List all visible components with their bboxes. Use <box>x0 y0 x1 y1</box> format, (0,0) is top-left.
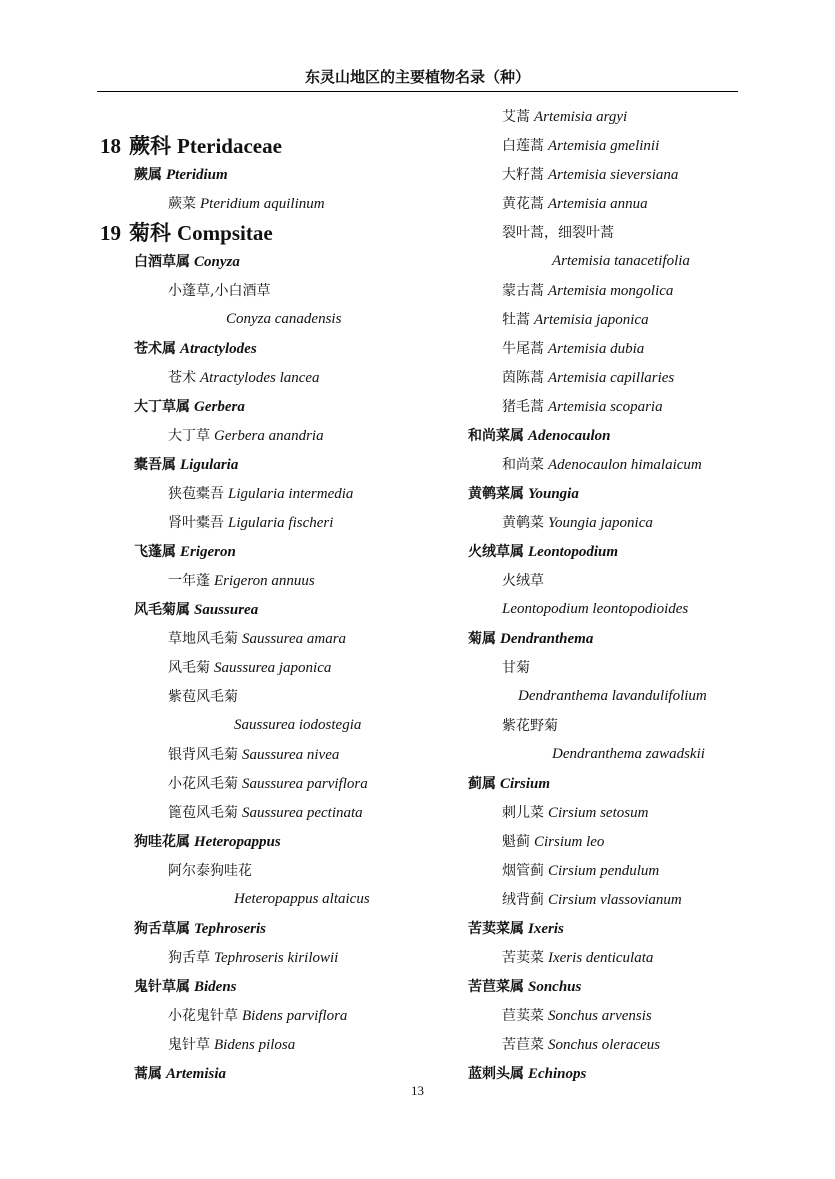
species-chinese-name: 苦苣菜 <box>502 1037 544 1053</box>
species-entry <box>468 1030 748 1059</box>
species-chinese-name: 小花鬼针草 <box>168 1008 238 1024</box>
genus-heading <box>100 537 470 566</box>
species-latin-name: Bidens parviflora <box>242 1008 348 1024</box>
species-latin-name: Artemisia dubia <box>548 341 645 357</box>
genus-heading <box>100 392 470 421</box>
species-chinese-name: 火绒草 <box>502 573 544 589</box>
species-latin-name: Cirsium vlassovianum <box>548 892 682 908</box>
species-latin-continuation <box>100 885 470 914</box>
species-entry <box>468 102 748 131</box>
species-latin-name: Artemisia scoparia <box>548 399 663 415</box>
species-latin-name: Bidens pilosa <box>214 1037 296 1053</box>
genus-chinese-name: 白酒草属 <box>134 254 190 270</box>
genus-chinese-name: 鬼针草属 <box>134 979 190 995</box>
species-chinese-name: 一年蓬 <box>168 573 210 589</box>
species-entry <box>100 508 470 537</box>
species-entry <box>100 740 470 769</box>
species-latin-name: Cirsium pendulum <box>548 863 660 879</box>
species-entry <box>468 189 748 218</box>
species-latin-continuation <box>468 682 748 711</box>
species-latin-name: Conyza canadensis <box>226 311 342 327</box>
species-chinese-name: 狗舌草 <box>168 950 210 966</box>
species-latin-continuation <box>468 740 748 769</box>
right-column <box>468 102 748 1088</box>
species-entry <box>100 189 470 218</box>
genus-chinese-name: 和尚菜属 <box>468 428 524 444</box>
species-chinese-name: 茵陈蒿 <box>502 370 544 386</box>
species-entry <box>468 131 748 160</box>
species-latin-continuation <box>100 711 470 740</box>
genus-heading <box>100 972 470 1001</box>
species-latin-name: Artemisia argyi <box>534 109 628 125</box>
species-latin-name: Heteropappus altaicus <box>234 891 370 907</box>
species-entry <box>100 1001 470 1030</box>
species-latin-name: Artemisia annua <box>548 196 648 212</box>
genus-chinese-name: 菊属 <box>468 631 496 647</box>
species-chinese-name: 大籽蒿 <box>502 167 544 183</box>
species-entry <box>468 1001 748 1030</box>
family-latin-name: Compsitae <box>177 221 273 245</box>
page-number: 13 <box>411 1083 424 1098</box>
family-latin-name: Pteridaceae <box>177 134 282 158</box>
genus-chinese-name: 大丁草属 <box>134 399 190 415</box>
species-entry <box>468 218 748 247</box>
species-latin-name: Dendranthema lavandulifolium <box>518 688 707 704</box>
genus-heading <box>468 624 748 653</box>
genus-chinese-name: 风毛菊属 <box>134 602 190 618</box>
genus-chinese-name: 蓟属 <box>468 776 496 792</box>
species-chinese-name: 烟管蓟 <box>502 863 544 879</box>
genus-latin-name: Bidens <box>194 979 237 995</box>
family-number: 18 <box>100 134 121 158</box>
species-entry <box>100 624 470 653</box>
species-latin-name: Ligularia intermedia <box>228 486 354 502</box>
species-entry <box>100 856 470 885</box>
species-latin-name: Artemisia japonica <box>534 312 649 328</box>
genus-latin-name: Artemisia <box>166 1066 227 1082</box>
genus-chinese-name: 蒿属 <box>134 1066 162 1082</box>
genus-chinese-name: 狗哇花属 <box>134 834 190 850</box>
genus-latin-name: Dendranthema <box>500 631 594 647</box>
genus-chinese-name: 狗舌草属 <box>134 921 190 937</box>
genus-latin-name: Erigeron <box>180 544 236 560</box>
species-latin-name: Ligularia fischeri <box>228 515 334 531</box>
species-chinese-name: 紫花野菊 <box>502 718 558 734</box>
species-latin-name: Artemisia sieversiana <box>548 167 679 183</box>
genus-chinese-name: 苦荬菜属 <box>468 921 524 937</box>
genus-heading <box>468 479 748 508</box>
species-chinese-name: 蕨菜 <box>168 196 196 212</box>
species-latin-name: Youngia japonica <box>548 515 653 531</box>
species-entry <box>468 885 748 914</box>
genus-latin-name: Youngia <box>528 486 579 502</box>
page-header-title: 东灵山地区的主要植物名录（种） <box>304 68 530 86</box>
left-column <box>100 102 470 1088</box>
species-latin-continuation <box>468 595 748 624</box>
species-latin-name: Dendranthema zawadskii <box>552 746 705 762</box>
species-chinese-name: 白莲蒿 <box>502 138 544 154</box>
species-chinese-name: 魁蓟 <box>502 834 530 850</box>
species-latin-name: Saussurea iodostegia <box>234 717 362 733</box>
species-chinese-name: 鬼针草 <box>168 1037 210 1053</box>
genus-heading <box>100 334 470 363</box>
genus-latin-name: Gerbera <box>194 399 245 415</box>
species-chinese-name: 黄鹌菜 <box>502 515 544 531</box>
species-entry <box>468 392 748 421</box>
species-chinese-name: 猪毛蒿 <box>502 399 544 415</box>
family-chinese-name: 菊科 <box>129 220 171 245</box>
species-chinese-name: 小蓬草,小白酒草 <box>168 283 271 299</box>
species-chinese-name: 小花风毛菊 <box>168 776 238 792</box>
family-chinese-name: 蕨科 <box>129 133 171 158</box>
species-latin-name: Gerbera anandria <box>214 428 324 444</box>
species-latin-continuation <box>100 305 470 334</box>
species-entry <box>468 508 748 537</box>
species-chinese-name: 牡蒿 <box>502 312 530 328</box>
genus-heading <box>100 450 470 479</box>
species-latin-name: Cirsium leo <box>534 834 605 850</box>
species-latin-name: Artemisia tanacetifolia <box>552 253 690 269</box>
genus-latin-name: Ligularia <box>180 457 239 473</box>
species-entry <box>468 334 748 363</box>
genus-latin-name: Pteridium <box>166 167 228 183</box>
species-entry <box>468 711 748 740</box>
genus-latin-name: Sonchus <box>528 979 582 995</box>
species-entry <box>468 305 748 334</box>
species-chinese-name: 裂叶蒿，细裂叶蒿 <box>502 225 614 241</box>
species-latin-name: Artemisia gmelinii <box>548 138 660 154</box>
species-entry <box>100 566 470 595</box>
species-chinese-name: 狭苞橐吾 <box>168 486 224 502</box>
species-entry <box>468 827 748 856</box>
species-chinese-name: 紫苞风毛菊 <box>168 689 238 705</box>
genus-chinese-name: 火绒草属 <box>468 544 524 560</box>
species-latin-name: Saussurea parviflora <box>242 776 368 792</box>
species-latin-name: Cirsium setosum <box>548 805 649 821</box>
species-latin-name: Tephroseris kirilowii <box>214 950 339 966</box>
species-chinese-name: 苦荬菜 <box>502 950 544 966</box>
genus-latin-name: Atractylodes <box>180 341 257 357</box>
header-rule <box>97 91 738 92</box>
genus-latin-name: Leontopodium <box>528 544 619 560</box>
species-entry <box>468 566 748 595</box>
species-entry <box>100 479 470 508</box>
genus-heading <box>100 827 470 856</box>
family-heading <box>100 131 470 160</box>
species-chinese-name: 大丁草 <box>168 428 210 444</box>
species-entry <box>468 798 748 827</box>
species-chinese-name: 银背风毛菊 <box>168 747 238 763</box>
genus-latin-name: Tephroseris <box>194 921 266 937</box>
species-entry <box>468 653 748 682</box>
species-chinese-name: 和尚菜 <box>502 457 544 473</box>
genus-latin-name: Adenocaulon <box>528 428 611 444</box>
genus-latin-name: Echinops <box>528 1066 587 1082</box>
species-entry <box>468 363 748 392</box>
species-chinese-name: 蒙古蒿 <box>502 283 544 299</box>
species-entry <box>468 943 748 972</box>
species-latin-continuation <box>468 247 748 276</box>
species-chinese-name: 艾蒿 <box>502 109 530 125</box>
spacer-line <box>100 102 470 131</box>
genus-chinese-name: 橐吾属 <box>134 457 176 473</box>
genus-latin-name: Conyza <box>194 254 240 270</box>
species-chinese-name: 绒背蓟 <box>502 892 544 908</box>
species-chinese-name: 甘菊 <box>502 660 530 676</box>
species-chinese-name: 风毛菊 <box>168 660 210 676</box>
species-entry <box>100 682 470 711</box>
genus-chinese-name: 飞蓬属 <box>134 544 176 560</box>
genus-chinese-name: 苦苣菜属 <box>468 979 524 995</box>
species-latin-name: Leontopodium leontopodioides <box>502 601 689 617</box>
family-heading <box>100 218 470 247</box>
species-chinese-name: 牛尾蒿 <box>502 341 544 357</box>
species-latin-name: Artemisia capillaries <box>548 370 675 386</box>
species-entry <box>100 769 470 798</box>
genus-latin-name: Cirsium <box>500 776 551 792</box>
species-chinese-name: 肾叶橐吾 <box>168 515 224 531</box>
species-latin-name: Erigeron annuus <box>214 573 315 589</box>
genus-heading <box>100 160 470 189</box>
genus-heading <box>468 537 748 566</box>
species-latin-name: Pteridium aquilinum <box>200 196 325 212</box>
species-chinese-name: 刺儿菜 <box>502 805 544 821</box>
species-latin-name: Saussurea amara <box>242 631 347 647</box>
species-entry <box>100 421 470 450</box>
species-latin-name: Adenocaulon himalaicum <box>548 457 702 473</box>
genus-latin-name: Ixeris <box>528 921 564 937</box>
species-entry <box>468 276 748 305</box>
genus-heading <box>100 595 470 624</box>
genus-chinese-name: 黄鹌菜属 <box>468 486 524 502</box>
species-entry <box>100 943 470 972</box>
species-latin-name: Sonchus oleraceus <box>548 1037 661 1053</box>
species-entry <box>100 276 470 305</box>
genus-latin-name: Heteropappus <box>194 834 281 850</box>
genus-chinese-name: 蕨属 <box>134 167 162 183</box>
species-chinese-name: 苍术 <box>168 370 196 386</box>
genus-heading <box>468 421 748 450</box>
species-latin-name: Sonchus arvensis <box>548 1008 652 1024</box>
species-chinese-name: 篦苞风毛菊 <box>168 805 238 821</box>
species-entry <box>100 363 470 392</box>
species-entry <box>468 160 748 189</box>
species-latin-name: Atractylodes lancea <box>200 370 320 386</box>
genus-chinese-name: 蓝刺头属 <box>468 1066 524 1082</box>
family-number: 19 <box>100 221 121 245</box>
species-latin-name: Ixeris denticulata <box>548 950 654 966</box>
species-latin-name: Saussurea nivea <box>242 747 340 763</box>
species-latin-name: Saussurea japonica <box>214 660 332 676</box>
species-entry <box>100 1030 470 1059</box>
genus-heading <box>468 972 748 1001</box>
genus-heading <box>100 914 470 943</box>
species-entry <box>468 450 748 479</box>
species-entry <box>468 856 748 885</box>
genus-heading <box>468 914 748 943</box>
species-chinese-name: 苣荬菜 <box>502 1008 544 1024</box>
genus-heading <box>468 769 748 798</box>
species-chinese-name: 草地风毛菊 <box>168 631 238 647</box>
genus-heading <box>100 247 470 276</box>
species-chinese-name: 阿尔泰狗哇花 <box>168 863 252 879</box>
species-chinese-name: 黄花蒿 <box>502 196 544 212</box>
genus-latin-name: Saussurea <box>194 602 259 618</box>
species-entry <box>100 653 470 682</box>
species-latin-name: Saussurea pectinata <box>242 805 363 821</box>
species-latin-name: Artemisia mongolica <box>548 283 674 299</box>
species-entry <box>100 798 470 827</box>
genus-chinese-name: 苍术属 <box>134 341 176 357</box>
